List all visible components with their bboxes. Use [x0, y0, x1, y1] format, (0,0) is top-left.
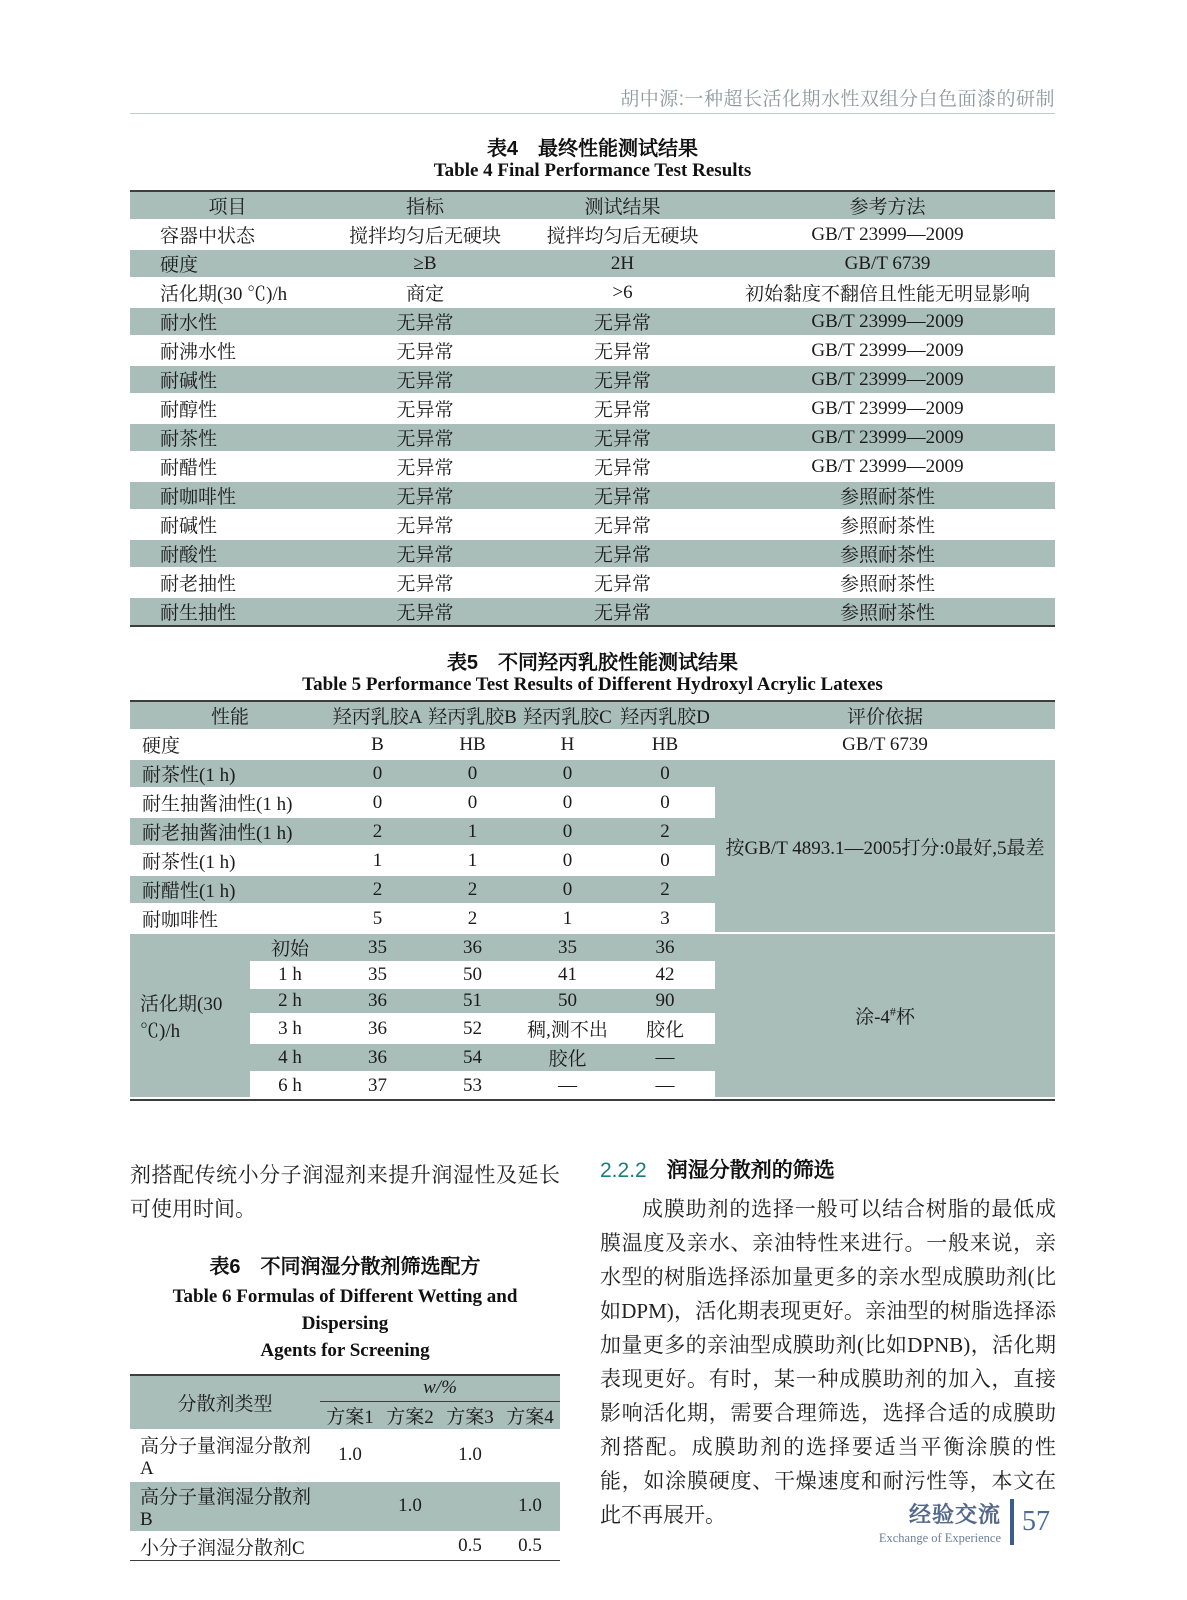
table-row: [130, 394, 1055, 423]
table5-cell: H: [520, 730, 615, 759]
table5-cell: 0: [330, 759, 425, 788]
section-number: 2.2.2: [600, 1159, 647, 1182]
table5-header-row: [130, 702, 1055, 730]
table4-cell: GB/T 23999—2009: [720, 365, 1055, 394]
table5-cell: 51: [425, 988, 520, 1014]
table5-cell: 胶化: [520, 1043, 615, 1072]
table4-cell: GB/T 23999—2009: [720, 423, 1055, 452]
table5-cell: 0: [425, 759, 520, 788]
table4-cell: 无异常: [525, 481, 720, 510]
table5-cell: 0: [330, 788, 425, 817]
table-row: [130, 452, 1055, 481]
table5-time-cell: 2 h: [250, 988, 330, 1014]
table4-cell: 耐老抽性: [130, 568, 325, 597]
table5-time-cell: 4 h: [250, 1043, 330, 1072]
table6-cell: 0.5: [518, 1535, 542, 1556]
left-column: [130, 1158, 560, 1561]
table5-cell: 稠,测不出: [520, 1014, 615, 1043]
table5-cell: 0: [520, 759, 615, 788]
table4-cell: 无异常: [525, 568, 720, 597]
table5-time-cell: 6 h: [278, 1074, 302, 1096]
table5-cell: 1: [425, 817, 520, 846]
table-row: [130, 336, 1055, 365]
table4-cell: ≥B: [325, 249, 525, 278]
table4-cell: 无异常: [525, 394, 720, 423]
table6-cell: 高分子量润湿分散剂A: [130, 1430, 320, 1481]
table5-eval-merged-cell: 按GB/T 4893.1—2005打分:0最好,5最差: [715, 759, 1055, 933]
table5-cell: 2: [615, 875, 715, 904]
table5-cell: 36: [330, 1043, 425, 1072]
table5-cell: 0: [520, 788, 615, 817]
table6-header-cell: 分散剂类型: [130, 1376, 320, 1430]
table4-cell: 无异常: [325, 481, 525, 510]
table4-cell: 无异常: [325, 365, 525, 394]
table5-header-cell: 羟丙乳胶B: [425, 702, 520, 730]
header-rule: [130, 113, 1055, 114]
table4-cell: 参照耐茶性: [720, 597, 1055, 625]
table4-cell: 无异常: [325, 568, 525, 597]
table6-scheme-header: 方案1: [320, 1401, 380, 1430]
table5-cell: 3: [615, 904, 715, 933]
table-row: [130, 220, 1055, 249]
table4-cell: 参照耐茶性: [720, 510, 1055, 539]
table4-cell: 无异常: [525, 510, 720, 539]
table-row: [130, 510, 1055, 539]
page-number: 57: [1022, 1506, 1050, 1537]
table4-cell: 无异常: [325, 307, 525, 336]
table5-cell: 90: [615, 988, 715, 1014]
table-row: [130, 1430, 560, 1481]
table-row: [130, 249, 1055, 278]
table-row: [130, 759, 1055, 788]
table5-cell: 50: [425, 962, 520, 988]
table4-cell: 耐碱性: [130, 510, 325, 539]
table5-time-cell: 初始: [250, 933, 330, 962]
table5-cell: 0: [520, 846, 615, 875]
table4-cell: 硬度: [130, 249, 325, 278]
table6: [130, 1374, 560, 1561]
table6-cell: 小分子润湿分散剂C: [140, 1537, 305, 1559]
table5-cell: B: [330, 730, 425, 759]
table4-cell: 耐咖啡性: [130, 481, 325, 510]
table6-cell: 0.5: [458, 1535, 482, 1556]
table5-cell: 2: [330, 875, 425, 904]
table4-cell: 耐生抽性: [130, 597, 325, 625]
table6-cell: [440, 1481, 500, 1532]
table5-time-cell: 3 h: [250, 1014, 330, 1043]
table6-wgroup-header: [320, 1376, 560, 1401]
table5-cell: 耐老抽酱油性(1 h): [130, 817, 330, 846]
table4-cell: 商定: [325, 278, 525, 307]
table5-cell: 0: [520, 817, 615, 846]
table4-title-en: Table 4 Final Performance Test Results: [433, 160, 752, 181]
table-row: [130, 1481, 560, 1532]
table4-cell: 无异常: [525, 597, 720, 625]
table5-cell: 1: [425, 846, 520, 875]
table4-cell: 耐茶性: [130, 423, 325, 452]
table4-cell: 无异常: [525, 365, 720, 394]
table-row: [130, 568, 1055, 597]
table4-cell: 耐醋性: [130, 452, 325, 481]
table-row: [130, 307, 1055, 336]
cup-text: 涂-4: [855, 1007, 890, 1028]
table4-cell: >6: [525, 278, 720, 307]
table4-cell: GB/T 6739: [720, 249, 1055, 278]
table5-cell: 35: [520, 933, 615, 962]
table4-cell: 无异常: [325, 394, 525, 423]
table4-cell: 参照耐茶性: [720, 481, 1055, 510]
table4-header-cell: 项目: [130, 192, 325, 220]
table5-cell: 0: [520, 875, 615, 904]
table-row: [130, 278, 1055, 307]
table5-cup-merged-cell: [715, 933, 1055, 1098]
table4-cell: 搅拌均匀后无硬块: [325, 220, 525, 249]
table5-cell: 36: [330, 1014, 425, 1043]
table5-cell: GB/T 6739: [715, 730, 1055, 759]
table5-cell: 耐咖啡性: [130, 904, 330, 933]
table4-header-cell: 参考方法: [720, 192, 1055, 220]
section-title: 润湿分散剂的筛选: [666, 1159, 835, 1182]
table5-activation-label-cell: 活化期(30 ℃)/h: [130, 933, 250, 1098]
table6-title-en: [130, 1283, 560, 1364]
table5-cell: 硬度: [130, 730, 330, 759]
table5-title-cn: 表5 不同羟丙乳胶性能测试结果: [446, 652, 739, 674]
table4-cell: 活化期(30 ℃)/h: [130, 278, 325, 307]
table4-cell: 无异常: [325, 597, 525, 625]
table4-cell: 耐水性: [130, 307, 325, 336]
table4-cell: 无异常: [525, 539, 720, 568]
table4-cell: 耐醇性: [130, 394, 325, 423]
table5-cell: 36: [330, 988, 425, 1014]
footer-section-name: [879, 1498, 1001, 1546]
footer-cn-label: 经验交流: [908, 1502, 1001, 1527]
table-row: [130, 539, 1055, 568]
table5-cell: 41: [520, 962, 615, 988]
table4-cell: 搅拌均匀后无硬块: [525, 220, 720, 249]
table6-cell: 1.0: [380, 1481, 440, 1532]
table5: [130, 700, 1055, 1101]
table5-title-en: Table 5 Performance Test Results of Different Hydroxyl Acrylic Latexes: [302, 674, 883, 695]
table5-cell: 35: [330, 933, 425, 962]
table6-scheme-header: 方案4: [500, 1401, 560, 1430]
table5-cell: —: [558, 1074, 578, 1096]
table5-header-cell: 性能: [130, 702, 330, 730]
table4-cell: 耐沸水性: [130, 336, 325, 365]
table-row: [130, 365, 1055, 394]
table5-cell: 37: [368, 1074, 388, 1096]
table4-cell: GB/T 23999—2009: [720, 220, 1055, 249]
table4-cell: 2H: [525, 249, 720, 278]
table6-cell: [380, 1430, 440, 1481]
table6-title-en-line2: Agents for Screening: [260, 1340, 430, 1361]
table4-cell: 无异常: [525, 423, 720, 452]
table4-cell: GB/T 23999—2009: [720, 452, 1055, 481]
table5-time-cell: 1 h: [250, 962, 330, 988]
table4-cell: 耐碱性: [130, 365, 325, 394]
table4-title-cn: 表4 最终性能测试结果: [486, 138, 699, 160]
table4-cell: 无异常: [325, 510, 525, 539]
table6-scheme-header: 方案2: [380, 1401, 440, 1430]
table4-cell: 容器中状态: [130, 220, 325, 249]
table6-cell: [500, 1430, 560, 1481]
table5-cell: 耐生抽酱油性(1 h): [130, 788, 330, 817]
table5-cell: 53: [463, 1074, 483, 1096]
table4-cell: 初始黏度不翻倍且性能无明显影响: [720, 278, 1055, 307]
table-row: [130, 597, 1055, 625]
table5-cell: 0: [615, 759, 715, 788]
table6-title-cn: 表6 不同润湿分散剂筛选配方: [209, 1256, 481, 1278]
table6-cell: 1.0: [320, 1430, 380, 1481]
table5-cell: —: [615, 1043, 715, 1072]
table5-cell: 52: [425, 1014, 520, 1043]
table4-cell: GB/T 23999—2009: [720, 394, 1055, 423]
table-row: [130, 423, 1055, 452]
section-heading: [600, 1154, 1056, 1184]
table5-cell: 1: [520, 904, 615, 933]
table4-cell: 无异常: [325, 423, 525, 452]
table4-header-cell: 指标: [325, 192, 525, 220]
table5-cell: 胶化: [615, 1014, 715, 1043]
table4: [130, 190, 1055, 627]
right-column: [600, 1154, 1056, 1532]
table4-header-row: [130, 192, 1055, 220]
table4-cell: 无异常: [525, 336, 720, 365]
table5-cell: 36: [425, 933, 520, 962]
table5-cell: 2: [615, 817, 715, 846]
table-row: [130, 730, 1055, 759]
table5-cell: HB: [615, 730, 715, 759]
table4-cell: 参照耐茶性: [720, 568, 1055, 597]
table5-cell: 0: [425, 788, 520, 817]
table5-cell: HB: [425, 730, 520, 759]
table5-cell: 36: [615, 933, 715, 962]
table5-header-cell: 羟丙乳胶C: [520, 702, 615, 730]
table6-cell: 高分子量润湿分散剂B: [130, 1481, 320, 1532]
table5-cell: 耐茶性(1 h): [130, 846, 330, 875]
table5-cell: 54: [425, 1043, 520, 1072]
table5-cell: 耐醋性(1 h): [130, 875, 330, 904]
table6-scheme-header: 方案3: [440, 1401, 500, 1430]
table4-cell: GB/T 23999—2009: [720, 307, 1055, 336]
table-row: [130, 481, 1055, 510]
w-percent-label: w/%: [423, 1377, 457, 1399]
table6-cell: [320, 1481, 380, 1532]
table5-cell: 耐茶性(1 h): [130, 759, 330, 788]
table5-cell: 0: [615, 846, 715, 875]
table5-cell: 5: [330, 904, 425, 933]
table6-cell: 1.0: [500, 1481, 560, 1532]
table5-header-cell: 羟丙乳胶D: [615, 702, 715, 730]
cup-sup: #: [889, 1004, 896, 1019]
table5-cell: —: [655, 1074, 675, 1096]
table4-cell: 无异常: [525, 452, 720, 481]
footer-en-label: Exchange of Experience: [878, 1531, 1001, 1545]
table5-header-cell: 评价依据: [715, 702, 1055, 730]
table4-cell: GB/T 23999—2009: [720, 336, 1055, 365]
table4-cell: 无异常: [525, 307, 720, 336]
cup-text: 杯: [895, 1007, 915, 1028]
table4-cell: 耐酸性: [130, 539, 325, 568]
table6-cell: [320, 1532, 380, 1560]
table5-cell: 35: [330, 962, 425, 988]
table4-cell: 参照耐茶性: [720, 539, 1055, 568]
left-paragraph: 剂搭配传统小分子润湿剂来提升润湿性及延长可使用时间。: [130, 1163, 560, 1221]
table4-cell: 无异常: [325, 336, 525, 365]
table-row: [130, 1532, 560, 1560]
table-row: [130, 933, 1055, 962]
table5-cell: 2: [425, 875, 520, 904]
page-footer: [879, 1498, 1050, 1546]
table5-cell: 2: [425, 904, 520, 933]
table5-header-cell: 羟丙乳胶A: [330, 702, 425, 730]
table5-cell: 42: [615, 962, 715, 988]
table6-title-en-line1: Table 6 Formulas of Different Wetting and Dispersing: [172, 1286, 518, 1334]
right-paragraph: 成膜助剂的选择一般可以结合树脂的最低成膜温度及亲水、亲油特性来进行。一般来说，亲水型的树脂选择添加量更多的亲水型成膜助剂(比如DPM)，活化期表现更好。亲油型的树脂选择添加量更多的亲油型成膜助剂(比如DPNB)，活化期表现更好。有时，某一种成膜助剂的加入，直接影响活化期，需要合理筛选，选择合适的成膜助剂搭配。成膜助剂的选择要适当平衡涂膜的性能，如涂膜硬度、干燥速度和耐污性等，本文在此不再展开。: [600, 1197, 1056, 1527]
footer-divider-bar: [1010, 1499, 1014, 1545]
table5-cell: 0: [615, 788, 715, 817]
table4-header-cell: 测试结果: [525, 192, 720, 220]
table6-cell: [380, 1532, 440, 1560]
table4-cell: 无异常: [325, 452, 525, 481]
table6-cell: 1.0: [440, 1430, 500, 1481]
table4-cell: 无异常: [325, 539, 525, 568]
table5-cell: 2: [330, 817, 425, 846]
table6-header-row: [130, 1376, 560, 1401]
table5-cell: 50: [520, 988, 615, 1014]
running-header: 胡中源:一种超长活化期水性双组分白色面漆的研制: [620, 89, 1055, 110]
table5-cell: 1: [330, 846, 425, 875]
